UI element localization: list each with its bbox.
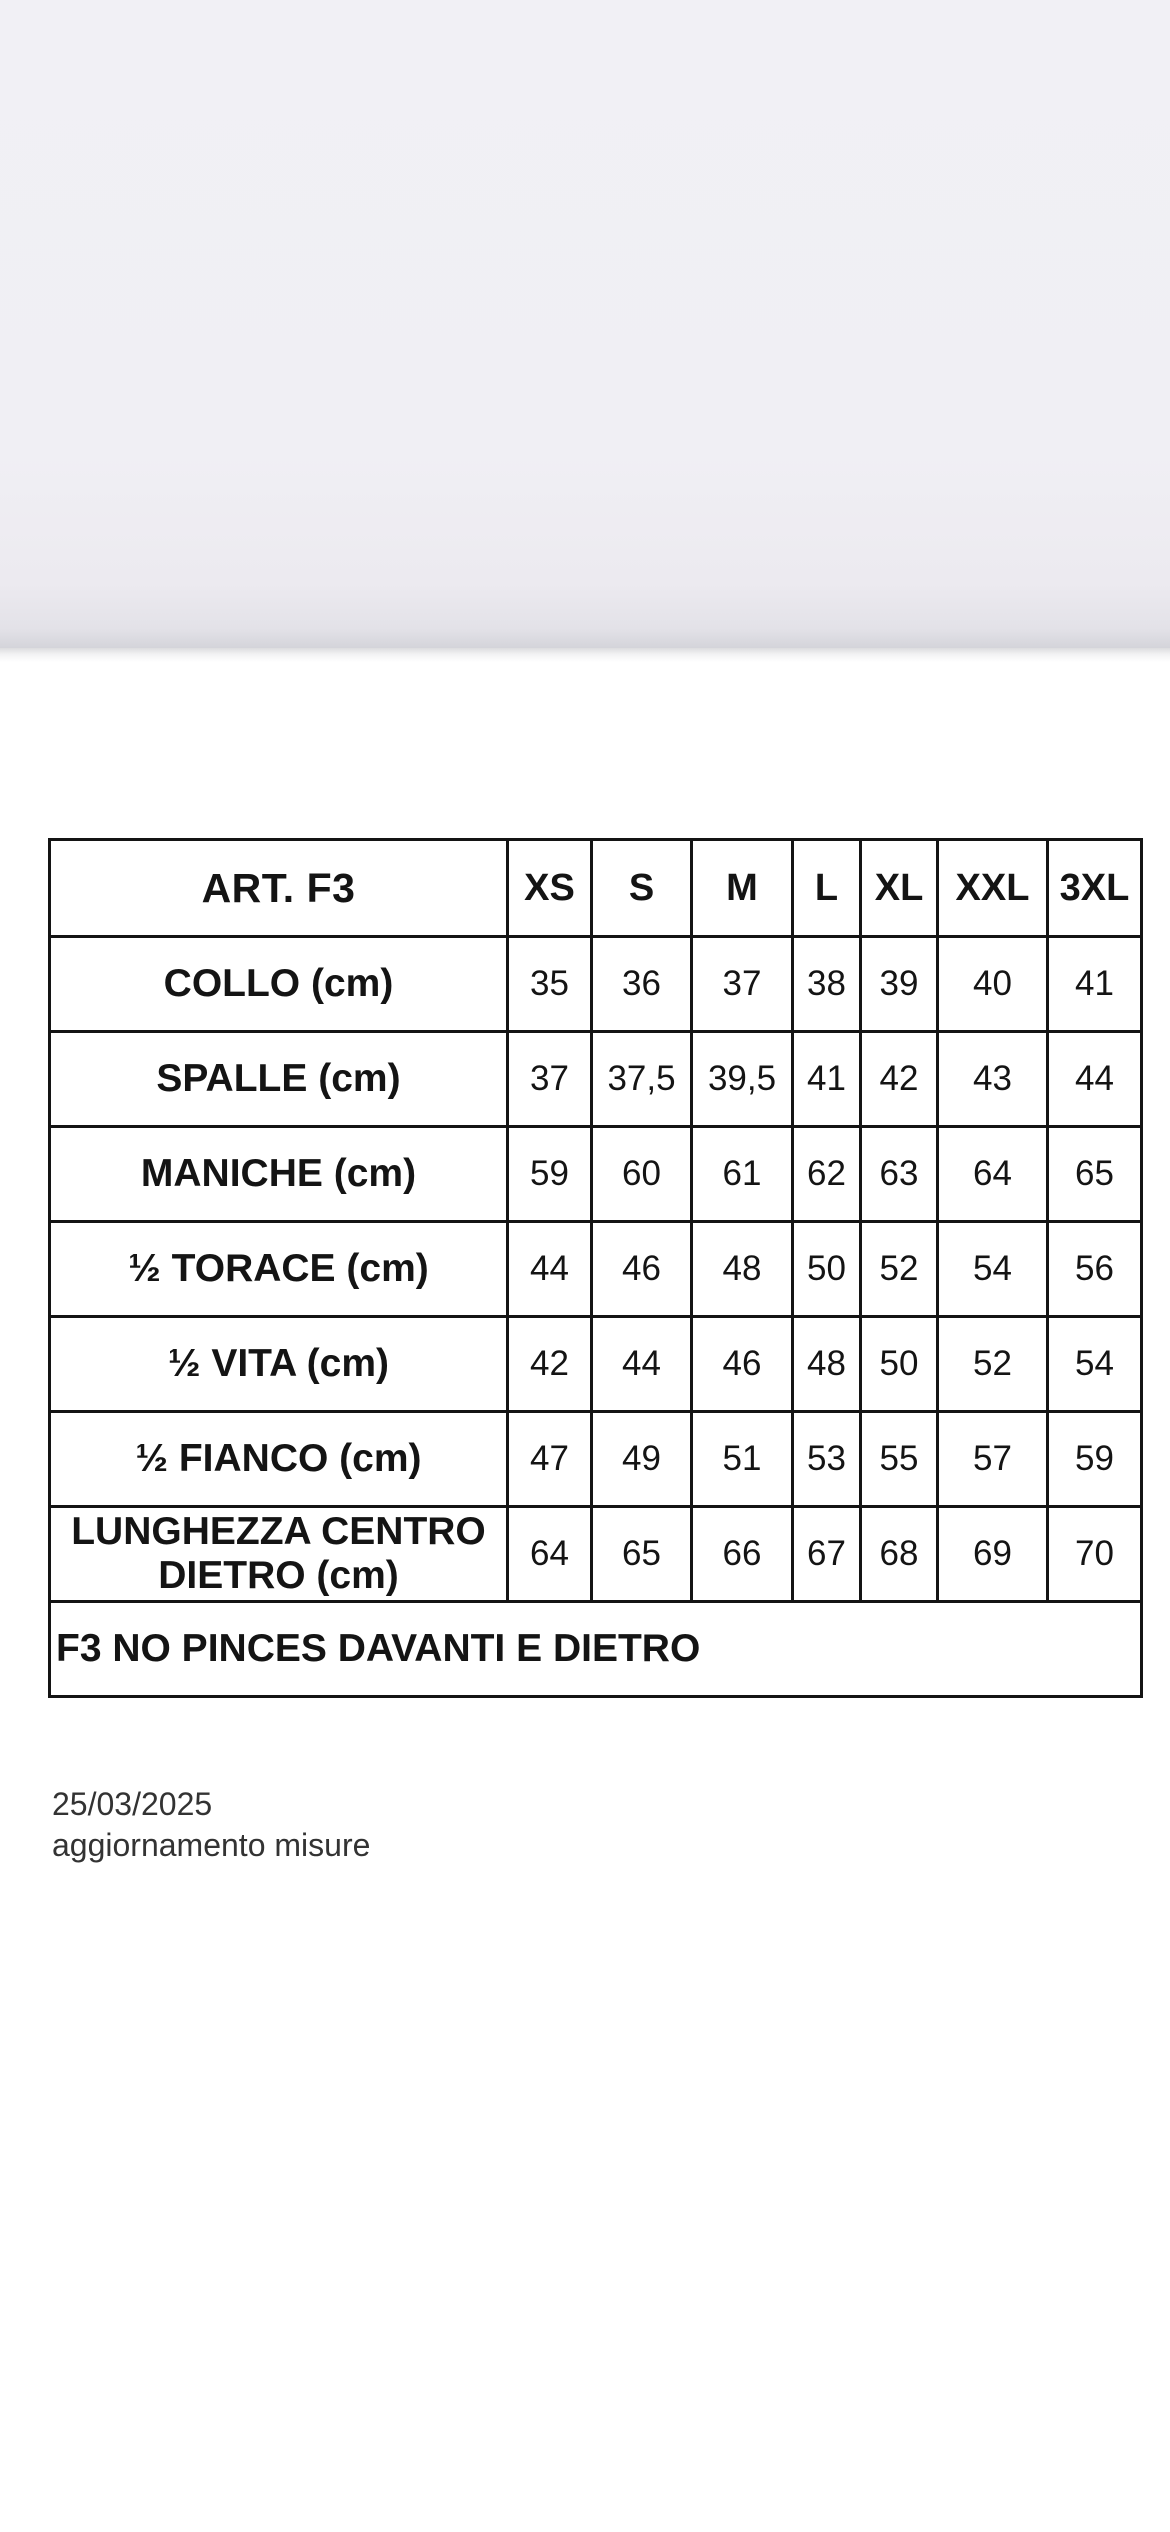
measure-value: 59 <box>1048 1412 1142 1507</box>
measure-value: 60 <box>592 1127 692 1222</box>
measure-value: 41 <box>793 1032 861 1127</box>
measure-value: 51 <box>692 1412 793 1507</box>
update-caption: aggiornamento misure <box>52 1827 371 1863</box>
size-header-l: L <box>793 840 861 937</box>
measure-value: 54 <box>938 1222 1048 1317</box>
measure-value: 42 <box>861 1032 938 1127</box>
table-row-lunghezza <box>50 1507 1142 1602</box>
measure-value: 52 <box>861 1222 938 1317</box>
measure-value: 53 <box>793 1412 861 1507</box>
measure-value: 57 <box>938 1412 1048 1507</box>
measure-value: 65 <box>1048 1127 1142 1222</box>
measure-value: 46 <box>692 1317 793 1412</box>
measure-value: 68 <box>861 1507 938 1602</box>
measure-value: 37 <box>508 1032 592 1127</box>
size-chart-table <box>48 838 1143 1698</box>
measure-value: 44 <box>1048 1032 1142 1127</box>
measure-value: 54 <box>1048 1317 1142 1412</box>
table-note-row <box>50 1602 1142 1697</box>
table-row-maniche <box>50 1127 1142 1222</box>
measure-value: 48 <box>692 1222 793 1317</box>
measure-value: 63 <box>861 1127 938 1222</box>
table-row-fianco <box>50 1412 1142 1507</box>
table-row-torace <box>50 1222 1142 1317</box>
measure-value: 48 <box>793 1317 861 1412</box>
measure-value: 62 <box>793 1127 861 1222</box>
measure-value: 70 <box>1048 1507 1142 1602</box>
measure-value: 38 <box>793 937 861 1032</box>
measure-value: 40 <box>938 937 1048 1032</box>
measure-value: 47 <box>508 1412 592 1507</box>
size-header-s: S <box>592 840 692 937</box>
measure-value: 44 <box>592 1317 692 1412</box>
table-header-row <box>50 840 1142 937</box>
row-label: ½ TORACE (cm) <box>50 1222 508 1317</box>
row-label: ½ VITA (cm) <box>50 1317 508 1412</box>
article-title-cell: ART. F3 <box>50 840 508 937</box>
measure-value: 42 <box>508 1317 592 1412</box>
size-header-xl: XL <box>861 840 938 937</box>
measure-value: 50 <box>861 1317 938 1412</box>
measure-value: 64 <box>508 1507 592 1602</box>
measure-value: 43 <box>938 1032 1048 1127</box>
measure-value: 37 <box>692 937 793 1032</box>
size-header-3xl: 3XL <box>1048 840 1142 937</box>
footer-note <box>52 1784 370 1866</box>
measure-value: 49 <box>592 1412 692 1507</box>
row-label: MANICHE (cm) <box>50 1127 508 1222</box>
measure-value: 50 <box>793 1222 861 1317</box>
measure-value: 61 <box>692 1127 793 1222</box>
measure-value: 67 <box>793 1507 861 1602</box>
measure-value: 41 <box>1048 937 1142 1032</box>
row-label: ½ FIANCO (cm) <box>50 1412 508 1507</box>
measure-value: 35 <box>508 937 592 1032</box>
measure-value: 46 <box>592 1222 692 1317</box>
measure-value: 66 <box>692 1507 793 1602</box>
table-row-collo <box>50 937 1142 1032</box>
measure-value: 64 <box>938 1127 1048 1222</box>
measure-value: 65 <box>592 1507 692 1602</box>
update-date: 25/03/2025 <box>52 1786 213 1822</box>
table-row-vita <box>50 1317 1142 1412</box>
top-overscroll-area <box>0 0 1170 648</box>
measure-value: 44 <box>508 1222 592 1317</box>
sheet-edge-shadow <box>0 648 1170 662</box>
size-header-xs: XS <box>508 840 592 937</box>
table-note-cell: F3 NO PINCES DAVANTI E DIETRO <box>50 1602 1142 1697</box>
table-row-spalle <box>50 1032 1142 1127</box>
measure-value: 69 <box>938 1507 1048 1602</box>
size-header-m: M <box>692 840 793 937</box>
measure-value: 39,5 <box>692 1032 793 1127</box>
measure-value: 59 <box>508 1127 592 1222</box>
measure-value: 52 <box>938 1317 1048 1412</box>
measure-value: 56 <box>1048 1222 1142 1317</box>
row-label: SPALLE (cm) <box>50 1032 508 1127</box>
row-label: COLLO (cm) <box>50 937 508 1032</box>
size-header-xxl: XXL <box>938 840 1048 937</box>
measure-value: 39 <box>861 937 938 1032</box>
measure-value: 36 <box>592 937 692 1032</box>
measure-value: 55 <box>861 1412 938 1507</box>
row-label: LUNGHEZZA CENTRO DIETRO (cm) <box>50 1507 508 1602</box>
measure-value: 37,5 <box>592 1032 692 1127</box>
